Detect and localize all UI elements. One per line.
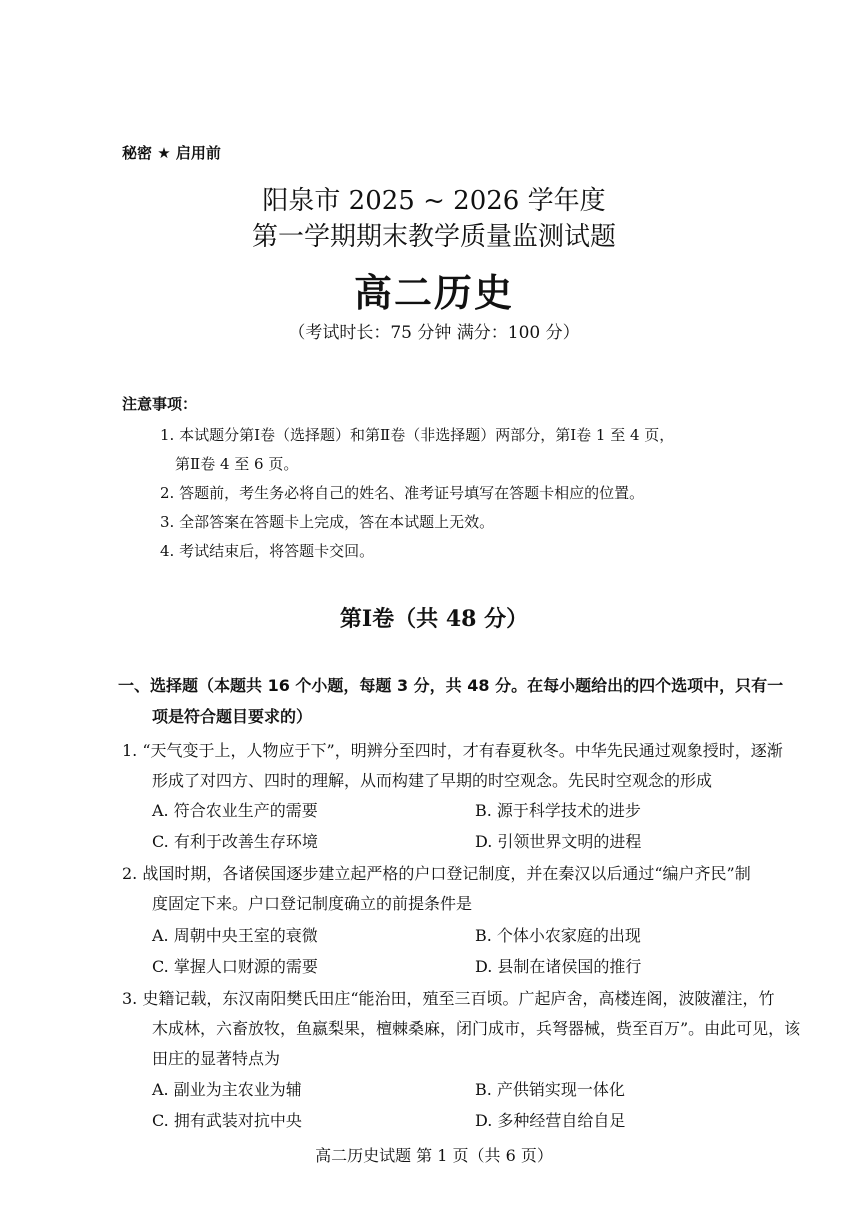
answer-option: D. 多种经营自给自足: [475, 1111, 626, 1130]
answer-option: A. 符合农业生产的需要: [152, 801, 318, 820]
answer-option: D. 县制在诸侯国的推行: [475, 957, 642, 976]
answer-option: B. 源于科学技术的进步: [475, 801, 641, 820]
notice-item: 4. 考试结束后，将答题卡交回。: [160, 542, 375, 560]
notice-heading: 注意事项：: [122, 395, 198, 413]
confidential-label: 秘密 ★ 启用前: [122, 144, 221, 162]
question-text: 1. “天气变于上，人物应于下”，明辨分至四时，才有春夏秋冬。中华先民通过观象授时，逐渐: [122, 741, 783, 760]
exam-title-line2: 第一学期期末教学质量监测试题: [251, 222, 616, 252]
section-title: 第Ⅰ卷（共 48 分）: [339, 606, 529, 632]
answer-option: B. 产供销实现一体化: [475, 1080, 625, 1099]
answer-option: C. 有利于改善生存环境: [152, 832, 318, 851]
exam-title-line1: 阳泉市 2025 ~ 2026 学年度: [262, 186, 606, 216]
question-text: 度固定下来。户口登记制度确立的前提条件是: [152, 894, 473, 913]
question-text: 形成了对四方、四时的理解，从而构建了早期的时空观念。先民时空观念的形成: [152, 771, 713, 790]
question-text: 木成林，六畜放牧，鱼嬴梨果，檀棘桑麻，闭门成市，兵弩器械，赀至百万”。由此可见，该: [152, 1019, 801, 1038]
subject-title: 高二历史: [353, 270, 514, 315]
question-text: 2. 战国时期，各诸侯国逐步建立起严格的户口登记制度，并在秦汉以后通过“编户齐民”制: [122, 864, 751, 883]
notice-item: 2. 答题前，考生务必将自己的姓名、准考证号填写在答题卡相应的位置。: [160, 484, 645, 502]
page-footer: 高二历史试题 第 1 页（共 6 页）: [315, 1146, 553, 1165]
answer-option: A. 副业为主农业为辅: [152, 1080, 302, 1099]
answer-option: C. 掌握人口财源的需要: [152, 957, 318, 976]
answer-option: C. 拥有武装对抗中央: [152, 1111, 302, 1130]
answer-option: B. 个体小农家庭的出现: [475, 926, 641, 945]
exam-info: （考试时长：75 分钟 满分：100 分）: [288, 323, 580, 343]
question-text: 3. 史籍记载，东汉南阳樊氏田庄“能治田，殖至三百顷。广起庐舍，高楼连阁，波陂灌注，竹: [122, 989, 775, 1008]
notice-item: 第Ⅱ卷 4 至 6 页。: [175, 455, 299, 473]
answer-option: D. 引领世界文明的进程: [475, 832, 642, 851]
question-text: 田庄的显著特点为: [152, 1049, 281, 1068]
answer-option: A. 周朝中央王室的衰微: [152, 926, 318, 945]
notice-item: 1. 本试题分第Ⅰ卷（选择题）和第Ⅱ卷（非选择题）两部分，第Ⅰ卷 1 至 4 页，: [160, 426, 675, 444]
notice-item: 3. 全部答案在答题卡上完成，答在本试题上无效。: [160, 513, 495, 531]
part-heading: 一、选择题（本题共 16 个小题，每题 3 分，共 48 分。在每小题给出的四个选项中，只有一: [118, 676, 784, 695]
part-heading: 项是符合题目要求的）: [152, 707, 313, 726]
